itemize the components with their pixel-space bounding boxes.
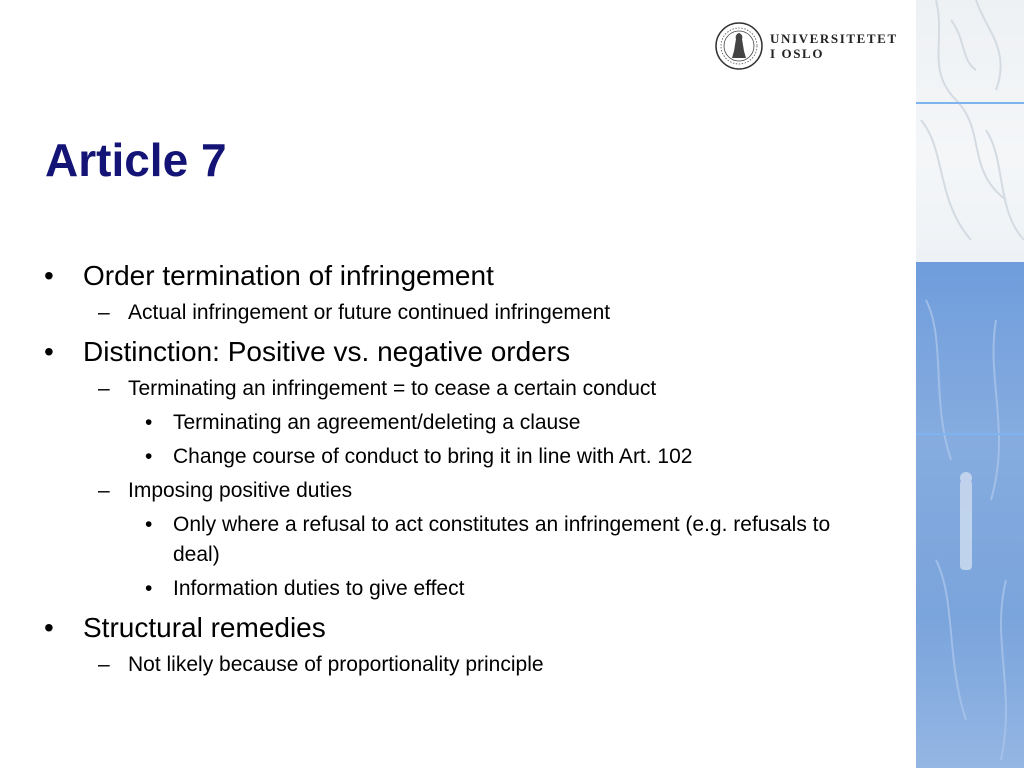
logo-line-2: I OSLO: [770, 46, 825, 61]
dash-marker: –: [98, 301, 110, 324]
sub-bullet-text: Terminating an infringement = to cease a certain conduct: [128, 377, 657, 400]
bullet-item: [0, 608, 900, 648]
logo-line-1: UNIVERSITETET: [770, 31, 898, 46]
sub-bullet-item: [0, 374, 900, 404]
sub-bullet-item: [0, 476, 900, 506]
slide-title: Article 7: [45, 134, 227, 186]
bullet-marker: •: [145, 411, 153, 434]
sub-sub-bullet-text: Information duties to give effect: [173, 577, 465, 600]
sub-bullet-text: Imposing positive duties: [128, 479, 353, 502]
bullet-item: [0, 332, 900, 372]
dash-marker: –: [98, 377, 110, 400]
bullet-marker: •: [44, 612, 54, 643]
bullet-text: Order termination of infringement: [83, 260, 494, 291]
sub-sub-bullet-item: [0, 408, 863, 438]
sub-sub-bullet-text: Change course of conduct to bring it in line with Art. 102: [173, 445, 693, 468]
side-panel-divider: [916, 102, 1024, 104]
dash-marker: –: [98, 479, 110, 502]
bullet-marker: •: [44, 260, 54, 291]
side-decoration-panel: [916, 0, 1024, 768]
university-logo: [714, 20, 914, 72]
bullet-text: Distinction: Positive vs. negative orders: [83, 336, 571, 367]
university-seal-icon: [714, 21, 764, 71]
bullet-marker: •: [145, 445, 153, 468]
sub-sub-bullet-text: Only where a refusal to act constitutes an infringement (e.g. refusals to deal): [173, 513, 831, 566]
statue-relief-icon: [916, 0, 1024, 768]
sub-sub-bullet-item: [0, 574, 863, 604]
sub-bullet-item: [0, 298, 900, 328]
slide-content: [0, 252, 900, 684]
sub-sub-bullet-text: Terminating an agreement/deleting a clause: [173, 411, 581, 434]
sub-sub-bullet-item: [0, 510, 863, 570]
sub-bullet-text: Actual infringement or future continued infringement: [128, 301, 611, 324]
bullet-marker: •: [145, 513, 153, 536]
sub-bullet-item: [0, 650, 900, 680]
side-panel-divider: [916, 433, 1024, 435]
bullet-marker: •: [145, 577, 153, 600]
bullet-item: [0, 256, 900, 296]
bullet-marker: •: [44, 336, 54, 367]
bullet-text: Structural remedies: [83, 612, 326, 643]
dash-marker: –: [98, 653, 110, 676]
sub-bullet-text: Not likely because of proportionality principle: [128, 653, 544, 676]
sub-sub-bullet-item: [0, 442, 863, 472]
